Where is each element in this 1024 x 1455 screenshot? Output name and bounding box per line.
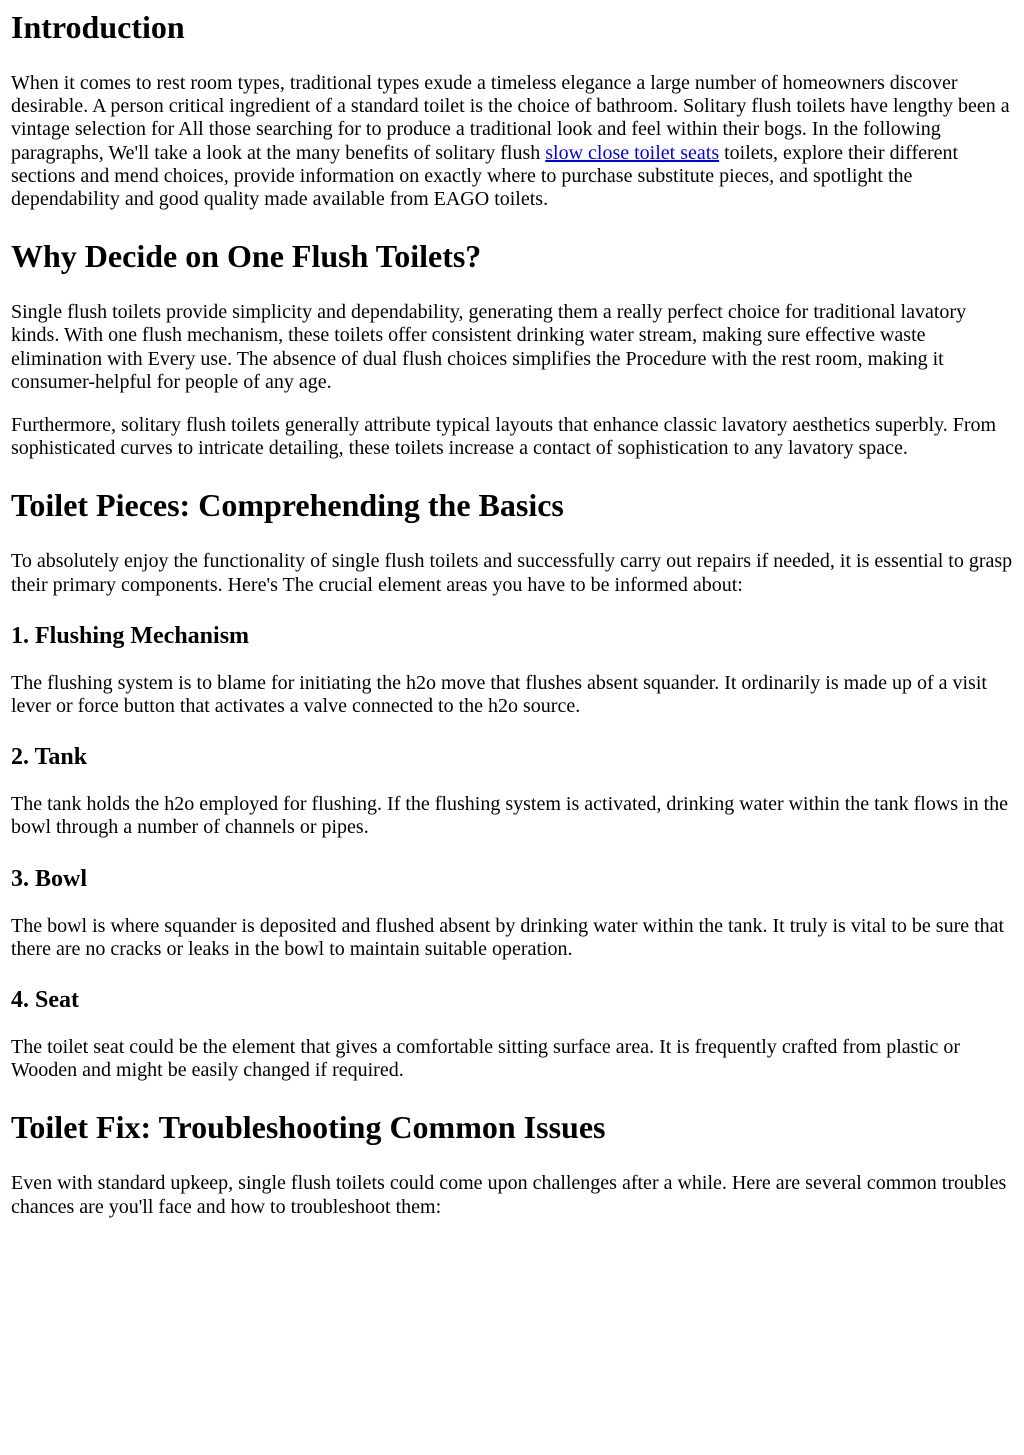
slow-close-toilet-seats-link[interactable]: slow close toilet seats xyxy=(545,141,720,164)
subheading-bowl: 3. Bowl xyxy=(11,865,88,892)
section-heading-toilet-pieces: Toilet Pieces: Comprehending the Basics xyxy=(11,487,564,524)
bowl-paragraph: The bowl is where squander is deposited and flushed absent by drinking water within the tank. It truly is vital to be sure that there are no cracks or leaks in the bowl to maintain suitable operation. xyxy=(11,914,1005,960)
subheading-seat: 4. Seat xyxy=(11,987,79,1014)
why-paragraph-2: Furthermore, solitary flush toilets generally attribute typical layouts that enhance classic lavatory aesthetics superbly. From sophisticated curves to intricate detailing, these toilets increase a contact of sophistication to any lavatory space. xyxy=(11,414,997,460)
toilet-fix-paragraph: Even with standard upkeep, single flush toilets could come upon challenges after a while. Here are several common troubles chances are you'll face and how to troubleshoot them: xyxy=(11,1172,1007,1218)
article xyxy=(0,9,1024,1219)
seat-paragraph: The toilet seat could be the element that gives a comfortable sitting surface area. It is frequently crafted from plastic or Wooden and might be easily changed if required. xyxy=(11,1036,961,1082)
section-heading-introduction: Introduction xyxy=(11,9,185,45)
intro-paragraph xyxy=(11,72,1013,211)
intro-text-after-link: toilets, explore their different sections and mend choices, provide information on exactly where to purchase substitute pieces, and spotlight the dependability and good quality made available from EAGO toilets. xyxy=(11,141,959,211)
section-heading-toilet-fix: Toilet Fix: Troubleshooting Common Issues xyxy=(11,1109,606,1146)
subheading-flushing-mechanism: 1. Flushing Mechanism xyxy=(11,622,250,649)
intro-text-before-link: When it comes to rest room types, traditional types exude a timeless elegance a large number of homeowners discover desirable. A person critical ingredient of a standard toilet is the choice of bathroom. Solitary flush toilets have lengthy been a vintage selection for All those searching for to produce a traditional look and feel within their bogs. In the following paragraphs, We'll take a look at the many benefits of solitary flush xyxy=(11,72,1010,164)
subheading-tank: 2. Tank xyxy=(11,744,88,771)
section-heading-why: Why Decide on One Flush Toilets? xyxy=(11,238,482,275)
flushing-mechanism-paragraph: The flushing system is to blame for initiating the h2o move that flushes absent squander. It ordinarily is made up of a visit lever or force button that activates a valve connected to the h2o source. xyxy=(11,671,987,718)
why-paragraph-1: Single flush toilets provide simplicity and dependability, generating them a really perfect choice for traditional lavatory kinds. With one flush mechanism, these toilets offer consistent drinking water stream, making sure effective waste elimination with Every use. The absence of dual flush choices simplifies the Procedure with the rest room, making it consumer-helpful for people of any age. xyxy=(11,301,967,393)
tank-paragraph: The tank holds the h2o employed for flushing. If the flushing system is activated, drinking water within the tank flows in the bowl through a number of channels or pipes. xyxy=(11,793,1009,839)
toilet-pieces-paragraph: To absolutely enjoy the functionality of single flush toilets and successfully carry out repairs if needed, it is essential to grasp their primary components. Here's The crucial element areas you have to be informed about: xyxy=(11,550,1013,596)
